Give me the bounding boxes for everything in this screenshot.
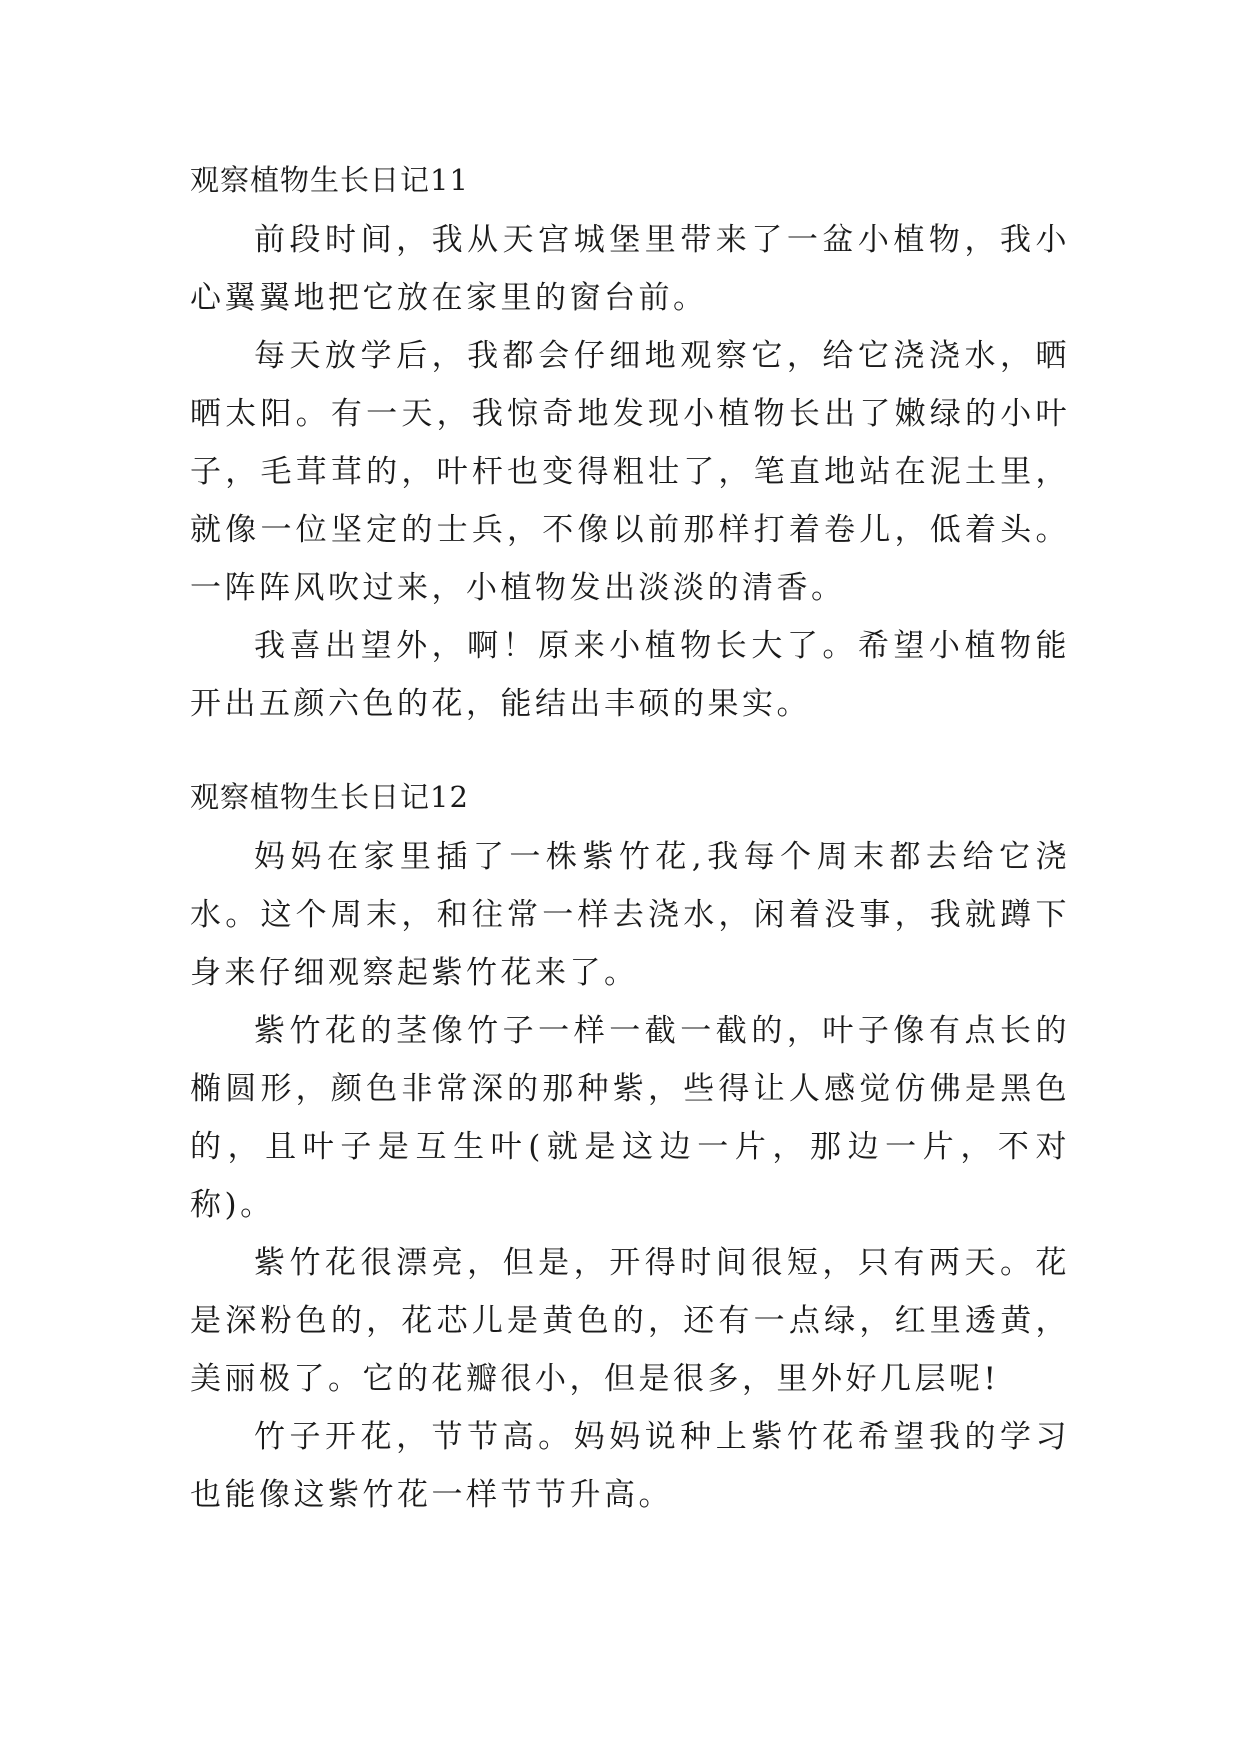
entry-paragraph: 紫竹花很漂亮，但是，开得时间很短，只有两天。花是深粉色的，花芯儿是黄色的，还有一点绿，红里透黄，美丽极了。它的花瓣很小，但是很多，里外好几层呢! (190, 1245, 1070, 1397)
entry-title: 观察植物生长日记11 (190, 163, 469, 197)
entry-paragraph: 每天放学后，我都会仔细地观察它，给它浇浇水，晒晒太阳。有一天，我惊奇地发现小植物长出了嫩绿的小叶子，毛茸茸的，叶杆也变得粗壮了，笔直地站在泥土里，就像一位坚定的士兵，不像以前那样打着卷儿，低着头。一阵阵风吹过来，小植物发出淡淡的清香。 (190, 338, 1070, 606)
entry-paragraph: 我喜出望外，啊！原来小植物长大了。希望小植物能开出五颜六色的花，能结出丰硕的果实。 (190, 628, 1070, 722)
entry-paragraph: 紫竹花的茎像竹子一样一截一截的，叶子像有点长的椭圆形，颜色非常深的那种紫，些得让人感觉仿佛是黑色的，且叶子是互生叶(就是这边一片，那边一片，不对称)。 (190, 1013, 1070, 1223)
diary-entry-12 (190, 777, 1070, 1524)
entry-paragraph: 竹子开花，节节高。妈妈说种上紫竹花希望我的学习也能像这紫竹花一样节节升高。 (190, 1419, 1070, 1513)
diary-entry-11 (190, 160, 1070, 733)
entry-title: 观察植物生长日记12 (190, 780, 469, 814)
entry-paragraph: 前段时间，我从天宫城堡里带来了一盆小植物，我小心翼翼地把它放在家里的窗台前。 (190, 222, 1070, 316)
entry-paragraph: 妈妈在家里插了一株紫竹花,我每个周末都去给它浇水。这个周末，和往常一样去浇水，闲着没事，我就蹲下身来仔细观察起紫竹花来了。 (190, 839, 1070, 991)
document-page (190, 160, 1070, 1524)
